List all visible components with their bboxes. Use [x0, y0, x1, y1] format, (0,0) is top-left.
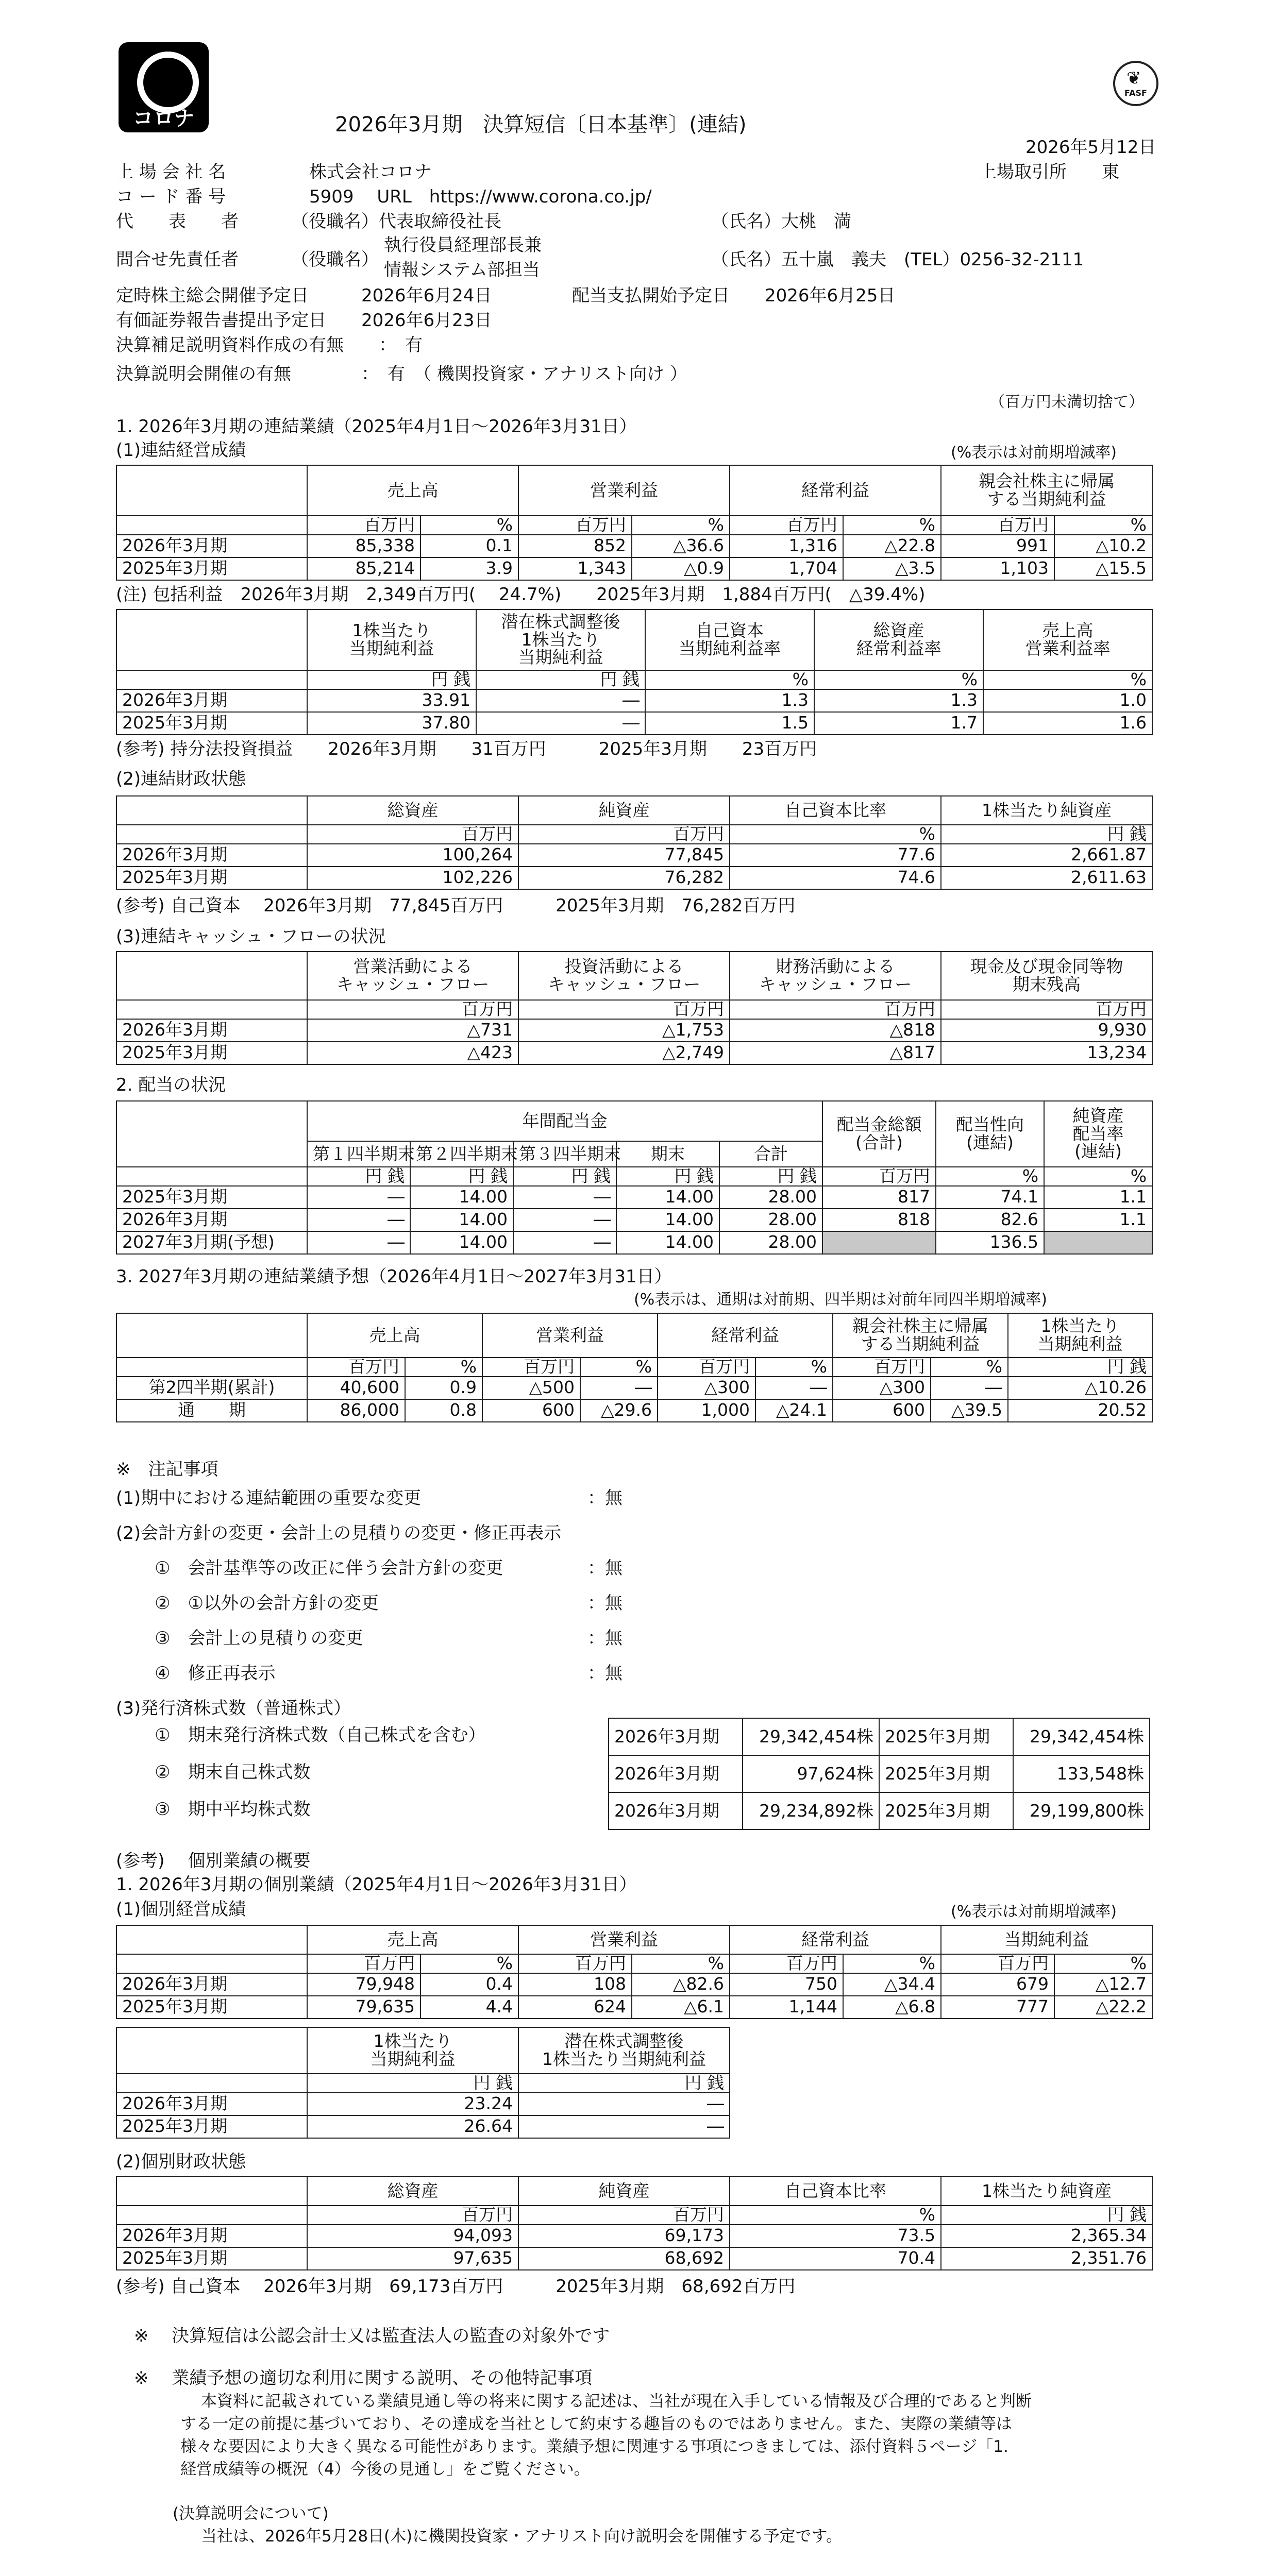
- rep-label: 代 表 者: [116, 211, 239, 232]
- rep-name: （氏名）大桃 満: [711, 211, 851, 232]
- ref-note1: (%表示は対前期増減率): [951, 1903, 1117, 1921]
- table-row: 2025年3月期 ― 14.00 ― 14.00 28.00 817 74.1 1.1: [116, 1186, 1152, 1209]
- table-row: 2026年3月期 94,093 69,173 73.5 2,365.34: [116, 2225, 1152, 2247]
- per-share-table: 1株当たり 当期純利益 潜在株式調整後 1株当たり 当期純利益 自己資本 当期純利益率 総資産 経常利益率 売上高 営業利益率 円 銭 円 銭 % % % 2026年3月期 33.91 ― 1.3 1.3 1.0 2025年3月期 37.80 ― 1.5 1.7 1.6: [116, 609, 1153, 735]
- table-row: 2026年3月期 100,264 77,845 77.6 2,661.87: [116, 844, 1152, 867]
- note-3: (3)発行済株式数（普通株式）: [116, 1698, 351, 1719]
- s1-note1: (%表示は対前期増減率): [951, 444, 1117, 462]
- table-row: 2026年3月期 ― 14.00 ― 14.00 28.00 818 82.6 1.1: [116, 1209, 1152, 1231]
- rep-title: （役職名）代表取締役社長: [291, 211, 501, 232]
- nonconsolidated-position-table: 総資産 純資産 自己資本比率 1株当たり純資産 百万円 百万円 % 円 銭 2026年3月期 94,093 69,173 73.5 2,365.34 2025年3月期 97,635 68,692 70.4 2,351.76: [116, 2176, 1153, 2270]
- consolidated-results-table: 売上高 営業利益 経常利益 親会社株主に帰属 する当期純利益 百万円 % 百万円 % 百万円 % 百万円 % 2026年3月期 85,338 0.1 852 △36.6 1,316 △22.8 991 △10.2 2025年3月期 85,214 3.9 1,343 △0.9 1,704 △3.5 1,103 △15.5: [116, 465, 1153, 581]
- s1-sub2: (2)連結財政状態: [116, 769, 246, 789]
- shares-table: [608, 1718, 1150, 1830]
- agm-date: 定時株主総会開催予定日 2026年6月24日: [116, 285, 492, 306]
- financial-position-table: 総資産 純資産 自己資本比率 1株当たり純資産 百万円 百万円 % 円 銭 2026年3月期 100,264 77,845 77.6 2,661.87 2025年3月期 102,226 76,282 74.6 2,611.63: [116, 795, 1153, 890]
- note-1: (1)期中における連結範囲の重要な変更: [116, 1488, 422, 1509]
- contact-title-label: （役職名）: [291, 249, 379, 270]
- s1-sub3: (3)連結キャッシュ・フローの状況: [116, 926, 386, 947]
- contact-title-1: 執行役員経理部長兼: [384, 235, 542, 256]
- briefing-line: 決算説明会開催の有無 ： 有 （ 機関投資家・アナリスト向け ）: [116, 364, 687, 384]
- ref-sub1: (1)個別経営成績: [116, 1899, 246, 1920]
- contact-title-2: 情報システム部担当: [384, 260, 540, 280]
- code-url: 5909 URL https://www.corona.co.jp/: [309, 187, 652, 207]
- s3-note: (%表示は、通期は対前期、四半期は対前年同四半期増減率): [634, 1291, 1047, 1309]
- note-2-item: ① 会計基準等の改正に伴う会計方針の変更: [155, 1558, 503, 1579]
- footer-text-line: する一定の前提に基づいており、その達成を当社として約束する趣旨のものではありません。また、実際の業績等は: [180, 2415, 1012, 2433]
- equity-method: (参考) 持分法投資損益 2026年3月期 31百万円 2025年3月期 23百万円: [116, 739, 817, 759]
- dividend-table: 年間配当金 配当金総額 (合計) 配当性向 (連結) 純資産 配当率 (連結) 第１四半期末 第２四半期末 第３四半期末 期末 合計 円 銭 円 銭 円 銭 円 銭 円 銭 百万円 % % 2025年3月期 ― 14.00 ― 14.00 28.00 817 74.1 1.1 2026年3月期 ― 14.00 ― 14.00 28.00 818 82.6 1.1 2027年3月期(予想) ― 14.00 ― 14.00 28.00 136.5: [116, 1100, 1153, 1255]
- ref-sub: 1. 2026年3月期の個別業績（2025年4月1日～2026年3月31日）: [116, 1874, 637, 1895]
- table-row: 2026年3月期 23.24 ―: [116, 2093, 730, 2115]
- table-row: 2026年3月期 79,948 0.4 108 △82.6 750 △34.4 679 △12.7: [116, 1973, 1152, 1996]
- footer-text-line: 本資料に記載されている業績見通し等の将来に関する記述は、当社が現在入手している情報及び合理的であると判断: [201, 2392, 1032, 2411]
- dividend-start: 配当支払開始予定日 2026年6月25日: [572, 285, 896, 306]
- page-title: 2026年3月期 決算短信〔日本基準〕(連結): [335, 113, 747, 137]
- note-2-item: ② ①以外の会計方針の変更: [155, 1593, 379, 1614]
- table-row: 第2四半期(累計) 40,600 0.9 △500 ― △300 ― △300 ― △10.26: [116, 1377, 1152, 1399]
- shares-label: ② 期末自己株式数: [155, 1762, 311, 1783]
- report-date-line: 有価証券報告書提出予定日 2026年6月23日: [116, 310, 492, 331]
- code-label: コ ー ド 番 号: [116, 187, 226, 207]
- note-2: (2)会計方針の変更・会計上の見積りの変更・修正再表示: [116, 1523, 562, 1544]
- supplement-line: 決算補足説明資料作成の有無 ： 有: [116, 335, 423, 355]
- ref-own-capital: (参考) 自己資本 2026年3月期 69,173百万円 2025年3月期 68,692百万円: [116, 2276, 796, 2297]
- comprehensive-income: (注) 包括利益 2026年3月期 2,349百万円( 24.7%) 2025年3月期 1,884百万円( △39.4%): [116, 584, 926, 605]
- table-row: 2025年3月期 37.80 ― 1.5 1.7 1.6: [116, 712, 1152, 735]
- company-name: 株式会社コロナ: [309, 162, 432, 182]
- table-row: 2027年3月期(予想) ― 14.00 ― 14.00 28.00 136.5: [116, 1231, 1152, 1254]
- own-capital: (参考) 自己資本 2026年3月期 77,845百万円 2025年3月期 76,282百万円: [116, 895, 796, 916]
- footer-text-line: 経営成績等の概況（4）今後の見通し」をご覧ください。: [180, 2460, 590, 2479]
- cashflow-table: 営業活動による キャッシュ・フロー 投資活動による キャッシュ・フロー 財務活動による キャッシュ・フロー 現金及び現金同等物 期末残高 百万円 百万円 百万円 百万円 2026年3月期 △731 △1,753 △818 9,930 2025年3月期 △423 △2,749 △817 13,234: [116, 951, 1153, 1065]
- company-logo: [119, 42, 209, 132]
- table-row: 2025年3月期 102,226 76,282 74.6 2,611.63: [116, 867, 1152, 889]
- fasf-mark-icon: ❦ FASF: [1113, 61, 1158, 106]
- company-name-label: 上 場 会 社 名: [116, 162, 226, 182]
- forecast-table: 売上高 営業利益 経常利益 親会社株主に帰属 する当期純利益 1株当たり 当期純利益 百万円 % 百万円 % 百万円 % 百万円 % 円 銭 第2四半期(累計) 40,600 0.9 △500 ― △300 ― △300 ― △10.26 通 期 86,000 0.8 600 △29.6 1,000 △24.1 600 △39.5 20.52: [116, 1313, 1153, 1422]
- contact-label: 問合せ先責任者: [116, 249, 239, 270]
- footer-briefing-line: 当社は、2026年5月28日(木)に機関投資家・アナリスト向け説明会を開催する予定です。: [201, 2527, 843, 2546]
- note-1-value: ：無: [587, 1488, 623, 1509]
- nonconsolidated-eps-table: 1株当たり 当期純利益 潜在株式調整後 1株当たり当期純利益 円 銭 円 銭 2026年3月期 23.24 ― 2025年3月期 26.64 ―: [116, 2027, 730, 2139]
- table-row: 2025年3月期 97,635 68,692 70.4 2,351.76: [116, 2247, 1152, 2270]
- note-2-item: ③ 会計上の見積りの変更: [155, 1628, 363, 1649]
- unit-note: （百万円未満切捨て）: [989, 393, 1144, 411]
- table-row: 2026年3月期 33.91 ― 1.3 1.3 1.0: [116, 689, 1152, 712]
- section1-heading: 1. 2026年3月期の連結業績（2025年4月1日～2026年3月31日）: [116, 416, 637, 437]
- ref-heading: (参考) 個別業績の概要: [116, 1851, 311, 1871]
- table-row: 2025年3月期 △423 △2,749 △817 13,234: [116, 1042, 1152, 1064]
- report-date: 2026年5月12日: [1025, 137, 1156, 158]
- ref-sub2: (2)個別財政状態: [116, 2151, 246, 2172]
- table-row: 2025年3月期 79,635 4.4 624 △6.1 1,144 △6.8 777 △22.2: [116, 1996, 1152, 2019]
- footer-briefing-heading: (決算説明会について): [173, 2504, 329, 2523]
- footer-forecast-heading: ※ 業績予想の適切な利用に関する説明、その他特記事項: [134, 2368, 593, 2388]
- shares-label: ③ 期中平均株式数: [155, 1799, 311, 1820]
- nonconsolidated-results-table: 売上高 営業利益 経常利益 当期純利益 百万円 % 百万円 % 百万円 % 百万円 % 2026年3月期 79,948 0.4 108 △82.6 750 △34.4 679 △12.7 2025年3月期 79,635 4.4 624 △6.1 1,144 △6.8 777 △22.2: [116, 1925, 1153, 2019]
- table-row: 2026年3月期 29,234,892株 2025年3月期 29,199,800株: [609, 1792, 1150, 1829]
- exchange: 上場取引所 東: [979, 162, 1119, 182]
- logo-text: コロナ: [132, 107, 195, 130]
- s1-sub1: (1)連結経営成績: [116, 440, 246, 461]
- table-row: 2026年3月期 85,338 0.1 852 △36.6 1,316 △22.8 991 △10.2: [116, 535, 1152, 557]
- footer-text-line: 様々な要因により大きく異なる可能性があります。業績予想に関連する事項につきましては、添付資料５ページ「1.: [180, 2437, 1008, 2456]
- table-row: 2025年3月期 85,214 3.9 1,343 △0.9 1,704 △3.5 1,103 △15.5: [116, 557, 1152, 580]
- section3-heading: 3. 2027年3月期の連結業績予想（2026年4月1日～2027年3月31日）: [116, 1266, 672, 1287]
- table-row: 2026年3月期 △731 △1,753 △818 9,930: [116, 1019, 1152, 1042]
- shares-label: ① 期末発行済株式数（自己株式を含む）: [155, 1725, 486, 1745]
- table-row: 通 期 86,000 0.8 600 △29.6 1,000 △24.1 600 △39.5 20.52: [116, 1399, 1152, 1422]
- table-row: 2025年3月期 26.64 ―: [116, 2115, 730, 2138]
- contact-name: （氏名）五十嵐 義夫 (TEL）0256-32-2111: [711, 249, 1084, 270]
- footer-audit-note: ※ 決算短信は公認会計士又は監査法人の監査の対象外です: [134, 2326, 610, 2346]
- notes-heading: ※ 注記事項: [116, 1459, 218, 1480]
- note-2-item: ④ 修正再表示: [155, 1663, 276, 1684]
- table-row: 2026年3月期 29,342,454株 2025年3月期 29,342,454株: [609, 1718, 1150, 1755]
- table-row: 2026年3月期 97,624株 2025年3月期 133,548株: [609, 1755, 1150, 1792]
- section2-heading: 2. 配当の状況: [116, 1075, 226, 1095]
